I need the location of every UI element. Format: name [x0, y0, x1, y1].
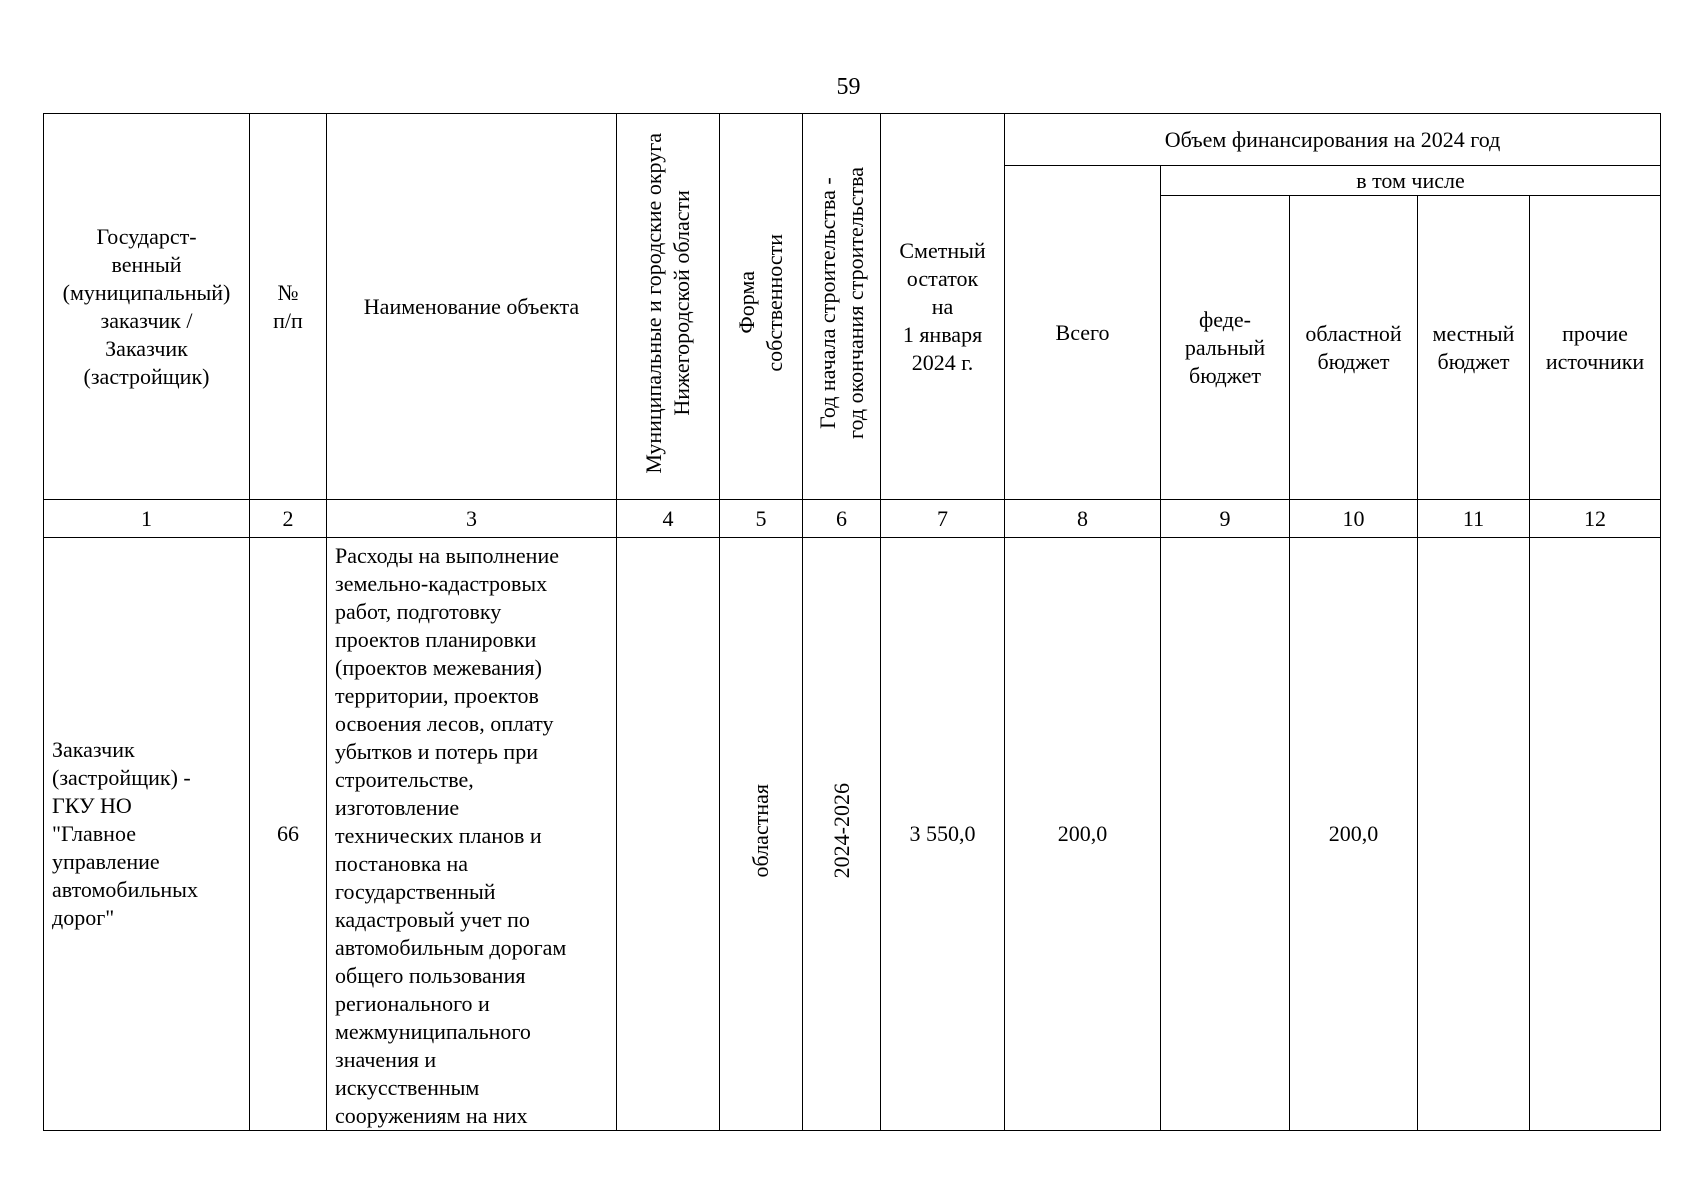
row-years: 2024-2026	[828, 782, 854, 879]
column-number: 7	[881, 500, 1005, 538]
header-total: Всего	[1005, 166, 1161, 500]
header-financing-group: Объем финансирования на 2024 год	[1005, 114, 1661, 166]
column-number: 2	[250, 500, 327, 538]
financing-table	[43, 113, 1661, 1131]
row-ownership-cell	[720, 538, 803, 1131]
row-object-name: Расходы на выполнение земельно-кадастровых работ, подготовку проектов планировки (проектов межевания) территории, проектов освоения лесов, оплату убытков и потерь при строительстве, изготовление технических планов и постановка на государственный кадастровый учет по автомобильным дорогам общего пользования регионального и межмуниципального значения и искусственным сооружениям на них	[327, 538, 617, 1131]
header-federal: феде- ральный бюджет	[1161, 196, 1290, 500]
header-regional: областной бюджет	[1290, 196, 1418, 500]
header-years: Год начала строительства - год окончания строительства	[814, 167, 868, 439]
header-including-group: в том числе	[1161, 166, 1661, 196]
column-number: 11	[1418, 500, 1530, 538]
row-customer: Заказчик (застройщик) - ГКУ НО "Главное управление автомобильных дорог"	[44, 538, 250, 1131]
row-regional: 200,0	[1290, 538, 1418, 1131]
page-number: 59	[836, 74, 861, 100]
column-number: 10	[1290, 500, 1418, 538]
header-districts: Муниципальные и городские округа Нижегородской области	[641, 132, 694, 474]
header-customer: Государст- венный (муниципальный) заказчик / Заказчик (застройщик)	[44, 114, 250, 500]
header-years-cell	[803, 114, 881, 500]
row-remaining-cost: 3 550,0	[881, 538, 1005, 1131]
column-number: 9	[1161, 500, 1290, 538]
column-number: 1	[44, 500, 250, 538]
column-number: 4	[617, 500, 720, 538]
row-total: 200,0	[1005, 538, 1161, 1131]
header-object-name: Наименование объекта	[327, 114, 617, 500]
column-number: 12	[1530, 500, 1661, 538]
column-numbers-row	[44, 500, 1661, 538]
column-number: 6	[803, 500, 881, 538]
header-ownership: Форма собственности	[734, 234, 787, 372]
row-districts	[617, 538, 720, 1131]
column-number: 5	[720, 500, 803, 538]
header-ownership-cell	[720, 114, 803, 500]
row-federal	[1161, 538, 1290, 1131]
row-other	[1530, 538, 1661, 1131]
header-other: прочие источники	[1530, 196, 1661, 500]
header-districts-cell	[617, 114, 720, 500]
row-years-cell	[803, 538, 881, 1131]
column-number: 3	[327, 500, 617, 538]
header-local: местный бюджет	[1418, 196, 1530, 500]
row-ownership: областная	[748, 783, 773, 878]
table-row	[44, 538, 1661, 1131]
header-remaining-cost: Сметный остаток на 1 января 2024 г.	[881, 114, 1005, 500]
row-local	[1418, 538, 1530, 1131]
row-number: 66	[250, 538, 327, 1131]
header-number: № п/п	[250, 114, 327, 500]
column-number: 8	[1005, 500, 1161, 538]
